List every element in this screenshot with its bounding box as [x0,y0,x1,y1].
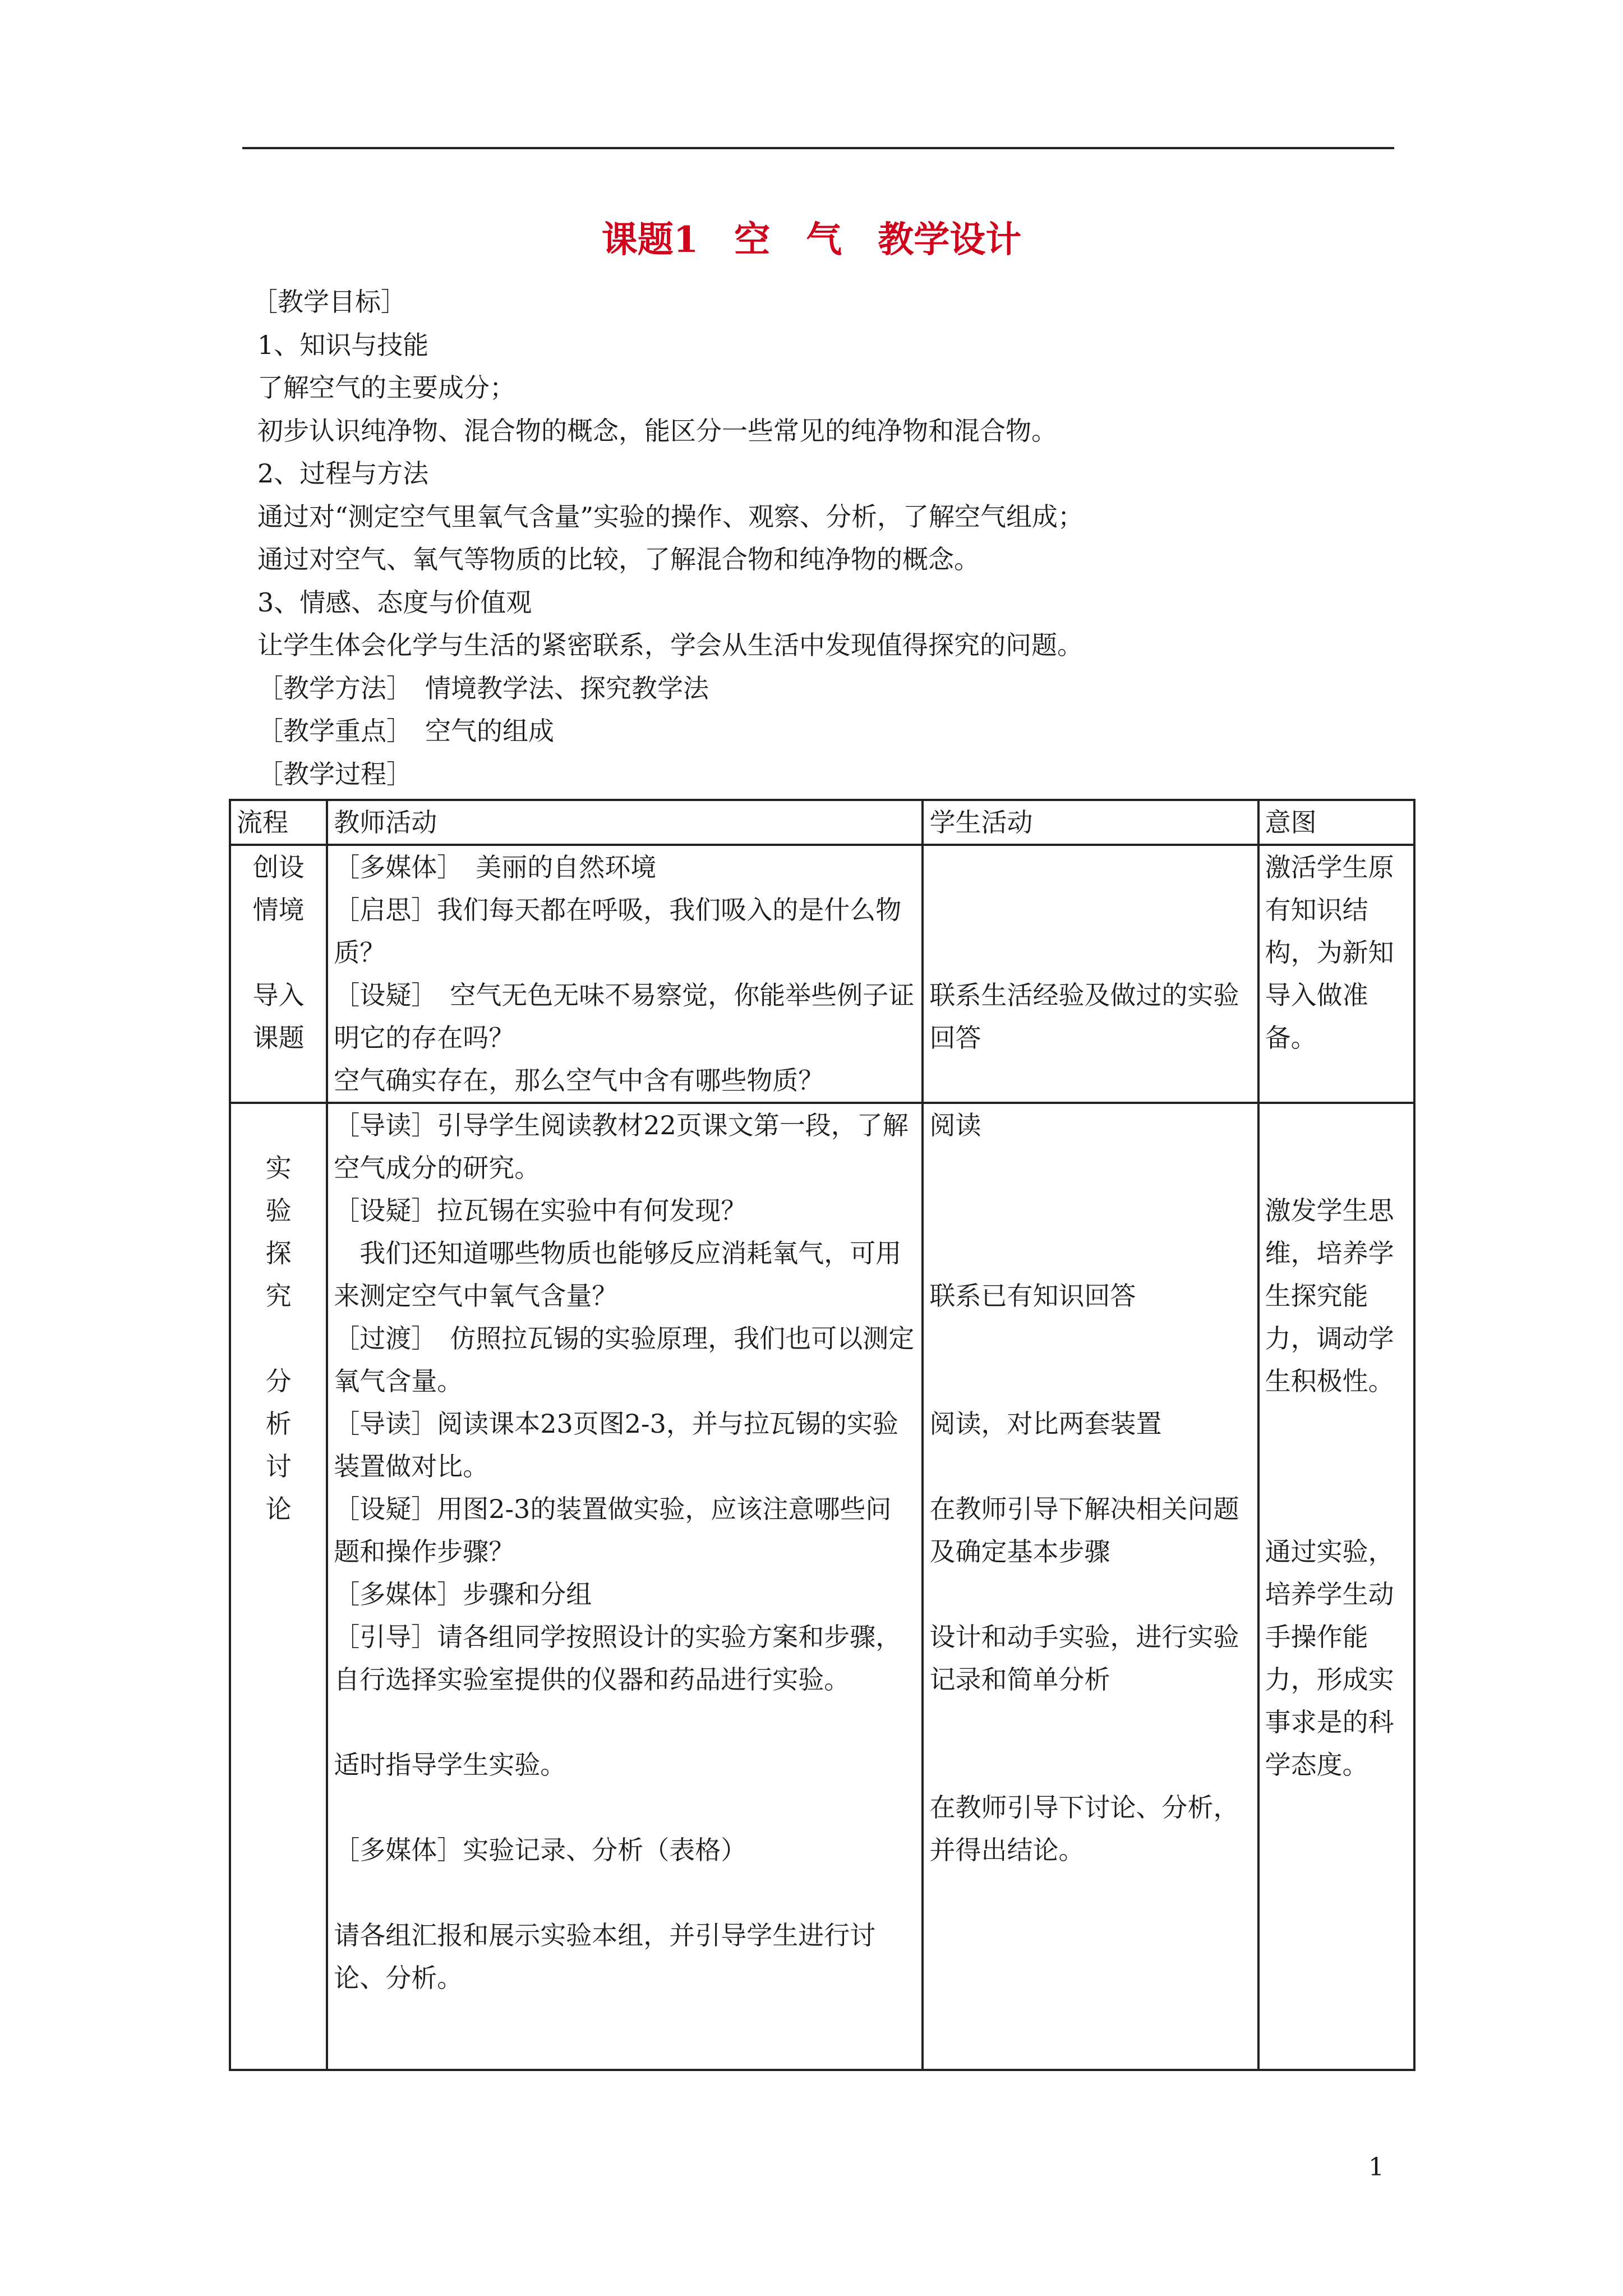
page-title: 课题1 空 气 教学设计 [601,219,1022,261]
student-activity: 在教师引导下解决相关问题及确定基本步骤 [929,1494,1239,1567]
teacher-activity: 空气确实存在，那么空气中含有哪些物质？ [334,1065,824,1096]
student-cell [923,845,1258,1103]
flow-text: 实 [265,1153,292,1183]
section-heading-objectives: ［教学目标］ [252,287,407,317]
intent-cell [1258,1103,1414,2070]
flow-cell [230,1103,327,2070]
flow-cell [230,845,327,1103]
intent-cell [1258,845,1414,1103]
table-row [230,1103,1414,2070]
student-activity [929,846,1251,889]
intro-section [252,280,1430,795]
intent-text: 激发学生思维，培养学生探究能力，调动学生积极性。 [1265,1195,1394,1396]
student-cell [923,1103,1258,2070]
flow-text: 课题 [252,1023,305,1053]
teacher-activity: ［启思］我们每天都在呼吸，我们吸入的是什么物质？ [334,895,902,968]
teacher-activity: ［导读］引导学生阅读教材22页课文第一段，了解空气成分的研究。 [334,1110,909,1183]
teacher-activity: ［引导］请各组同学按照设计的实验方案和步骤，自行选择实验室提供的仪器和药品进行实验。 [334,1622,902,1695]
flow-text [237,1104,320,1147]
student-activity: 在教师引导下讨论、分析，并得出结论。 [929,1792,1239,1865]
teacher-activity: 请各组汇报和展示实验本组，并引导学生进行讨论、分析。 [334,1920,876,1993]
teacher-activity: 适时指导学生实验。 [334,1750,566,1780]
objective-item: 了解空气的主要成分； [257,372,515,403]
teacher-activity: ［多媒体］步骤和分组 [334,1579,592,1609]
student-activity: 联系已有知识回答 [929,1281,1136,1311]
table-row [230,845,1414,1103]
teaching-process-table [229,799,1415,2071]
header-teacher: 教师活动 [327,800,923,845]
objective-item: 通过对“测定空气里氧气含量”实验的操作、观察、分析，了解空气组成； [257,501,1084,532]
header-flow: 流程 [230,800,327,845]
flow-text: 究 [265,1281,292,1311]
flow-text: 论 [265,1494,292,1524]
student-activity: 阅读 [929,1110,981,1140]
teacher-activity: ［过渡］ 仿照拉瓦锡的实验原理，我们也可以测定氧气含量。 [334,1323,915,1396]
student-activity [929,889,1251,931]
flow-text: 探 [265,1238,292,1268]
objective-heading-attitude: 3、情感、态度与价值观 [257,587,532,618]
table-header-row [230,800,1414,845]
section-heading-process: ［教学过程］ [257,758,412,789]
objective-item: 通过对空气、氧气等物质的比较，了解混合物和纯净物的概念。 [257,544,980,574]
teacher-cell [327,845,923,1103]
flow-text: 情境 [252,895,305,925]
header-intent: 意图 [1258,800,1414,845]
flow-text: 创设 [252,852,305,882]
page-number: 1 [1368,2153,1384,2182]
teacher-activity: ［多媒体］实验记录、分析（表格） [334,1835,747,1865]
teacher-cell [327,1103,923,2070]
flow-text [237,931,320,974]
flow-text: 分 [265,1366,292,1396]
flow-text: 验 [265,1195,292,1226]
teacher-activity: ［设疑］ 空气无色无味不易察觉，你能举些例子证明它的存在吗？ [334,980,915,1053]
objective-item: 初步认识纯净物、混合物的概念，能区分一些常见的纯净物和混合物。 [257,415,1057,446]
objective-heading-process: 2、过程与方法 [257,458,429,489]
teacher-activity: 我们还知道哪些物质也能够反应消耗氧气，可用来测定空气中氧气含量？ [334,1238,902,1311]
student-activity [929,931,1251,974]
teacher-activity: ［设疑］拉瓦锡在实验中有何发现？ [334,1195,747,1226]
intent-text: 激活学生原有知识结构，为新知导入做准备。 [1265,852,1394,1053]
teacher-activity [334,1871,916,1914]
flow-text: 导入 [252,980,305,1010]
teacher-activity: ［多媒体］ 美丽的自然环境 [334,852,657,882]
flow-text [237,1317,320,1360]
student-activity: 阅读，对比两套装置 [929,1409,1162,1439]
flow-text: 讨 [265,1451,292,1481]
teacher-activity [334,1786,916,1829]
flow-text: 析 [265,1409,292,1439]
teaching-focus: ［教学重点］ 空气的组成 [257,716,554,746]
student-activity: 联系生活经验及做过的实验回答 [929,980,1239,1053]
objective-heading-knowledge: 1、知识与技能 [257,329,429,360]
teacher-activity: ［设疑］用图2-3的装置做实验，应该注意哪些问题和操作步骤？ [334,1494,892,1567]
header-rule [242,147,1394,149]
teacher-activity: ［导读］阅读课本23页图2-3，并与拉瓦锡的实验装置做对比。 [334,1409,898,1481]
header-student: 学生活动 [923,800,1258,845]
teaching-method: ［教学方法］ 情境教学法、探究教学法 [257,673,709,703]
intent-text: 通过实验，培养学生动手操作能力，形成实事求是的科学态度。 [1265,1536,1394,1780]
objective-item: 让学生体会化学与生活的紧密联系，学会从生活中发现值得探究的问题。 [257,630,1083,660]
teacher-activity [334,1701,916,1743]
student-activity: 设计和动手实验，进行实验记录和简单分析 [929,1622,1239,1695]
